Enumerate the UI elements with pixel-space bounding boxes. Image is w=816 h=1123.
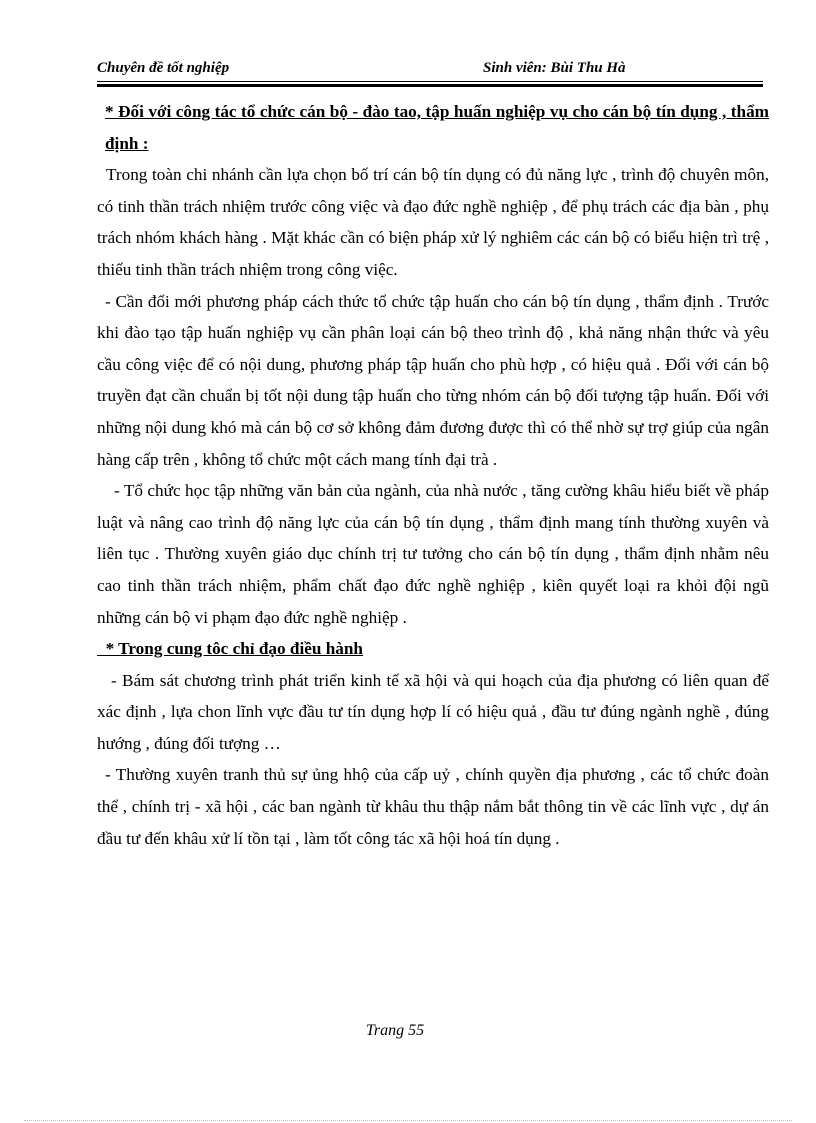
paragraph-5: - Thường xuyên tranh thủ sự ủng hhộ của cấp uỷ , chính quyền địa phương , các tổ chức đoàn thể , chính trị - xã hội , các ban ngành từ khâu thu thập nắm bắt thông tin về các lĩnh vực , dự án đầu tư đến khâu xử lí tồn tại , làm tốt công tác xã hội hoá tín dụng .: [97, 765, 769, 848]
page-body: [97, 96, 769, 854]
section-heading-management-text: * Trong cung tôc chỉ đạo điều hành: [97, 639, 363, 659]
paragraph-3: - Tổ chức học tập những văn bản của ngành, của nhà nước , tăng cường khâu hiểu biết về pháp luật và nâng cao trình độ năng lực của cán bộ tín dụng , thẩm định mang tính thường xuyên và liên tục . Thường xuyên giáo dục chính trị tư tưởng cho cán bộ tín dụng , thẩm định nhằm nêu cao tinh thần trách nhiệm, phẩm chất đạo đức nghề nghiệp , kiên quyết loại ra khỏi đội ngũ những cán bộ vi phạm đạo đức nghề nghiệp .: [97, 481, 769, 627]
paragraph-4: - Bám sát chương trình phát triển kinh tế xã hội và qui hoạch của địa phương có liên quan để xác định , lựa chon lĩnh vực đầu tư tín dụng hợp lí có hiệu quả , đầu tư đúng ngành nghề , đúng hướng , đúng đối tượng …: [97, 670, 769, 753]
page-number: Trang 55: [365, 1022, 425, 1039]
header-rule-thick: [97, 84, 763, 87]
page-header: [97, 60, 763, 82]
page-bottom-border: [24, 1120, 792, 1121]
paragraph-2: - Cần đổi mới phương pháp cách thức tổ chức tập huấn cho cán bộ tín dụng , thẩm định . Trước khi đào tạo tập huấn nghiệp vụ cần phân loại cán bộ theo trình độ , khả năng nhận thức và yêu cầu công việc để có nội dung, phương pháp tập huấn cho phù hợp , có hiệu quả . Đối với cán bộ truyền đạt cần chuẩn bị tốt nội dung tập huấn cho từng nhóm cán bộ đối tượng tập huấn. Đối với những nội dung khó mà cán bộ cơ sở không đảm đương được thì có thể nhờ sự trợ giúp của ngân hàng cấp trên , không tổ chức một cách mang tính đại trà .: [97, 291, 769, 469]
section-heading-staff-text: * Đối với công tác tổ chức cán bộ - đào tao, tập huấn nghiệp vụ cho cán bộ tín dụng , thẩm định :: [105, 102, 769, 153]
section-heading-management: [97, 633, 769, 665]
section-heading-staff: [97, 96, 769, 159]
header-rule-thin: [97, 81, 763, 82]
header-author: Sinh viên: Bùi Thu Hà: [483, 60, 626, 76]
paragraph-1: Trong toàn chi nhánh cần lựa chọn bố trí cán bộ tín dụng có đủ năng lực , trình độ chuyên môn, có tinh thần trách nhiệm trước công việc và đạo đức nghề nghiệp , để phụ trách các địa bàn , phụ trách nhóm khách hàng . Mặt khác cần có biện pháp xử lý nghiêm các cán bộ có biểu hiện trì trệ , thiếu tinh thần trách nhiệm trong công việc.: [97, 165, 769, 279]
header-title: Chuyên đề tốt nghiệp: [97, 60, 230, 76]
